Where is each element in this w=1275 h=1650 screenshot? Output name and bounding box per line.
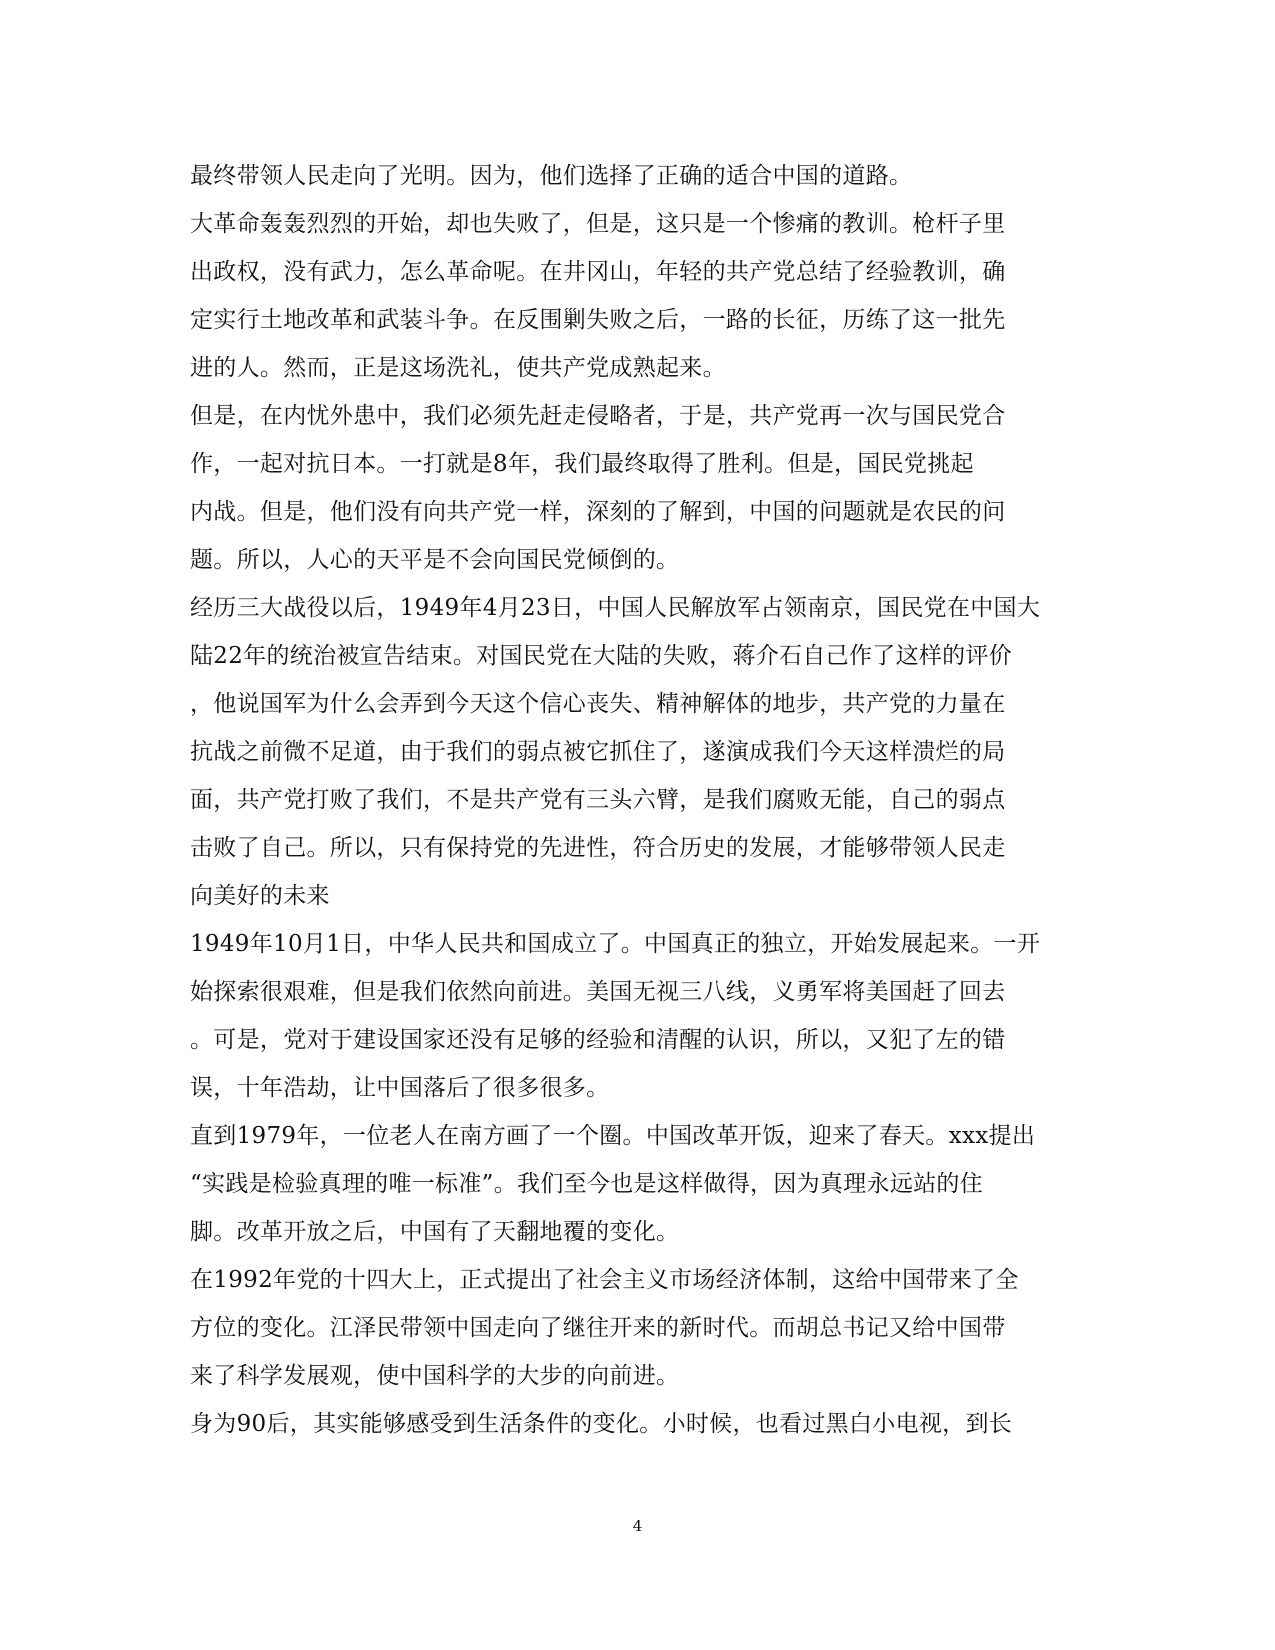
text-line: 脚。改革开放之后，中国有了天翻地覆的变化。 <box>190 1219 680 1245</box>
text-line: ，他说国军为什么会弄到今天这个信心丧失、精神解体的地步，共产党的力量在 <box>190 691 1006 717</box>
text-line: “实践是检验真理的唯一标准”。我们至今也是这样做得，因为真理永远站的住 <box>190 1171 984 1197</box>
text-line: 大革命轰轰烈烈的开始，却也失败了，但是，这只是一个惨痛的教训。枪杆子里 <box>190 211 1006 237</box>
text-line: 抗战之前微不足道，由于我们的弱点被它抓住了，遂演成我们今天这样溃烂的局 <box>190 739 1006 765</box>
text-line: 。可是，党对于建设国家还没有足够的经验和清醒的认识，所以，又犯了左的错 <box>190 1027 1006 1053</box>
text-line: 定实行土地改革和武装斗争。在反围剿失败之后，一路的长征，历练了这一批先 <box>190 307 1006 333</box>
text-line: 进的人。然而，正是这场洗礼，使共产党成熟起来。 <box>190 355 726 381</box>
body-text <box>190 152 1090 1448</box>
text-line: 直到1979年，一位老人在南方画了一个圈。中国改革开饭，迎来了春天。xxx提出 <box>190 1123 1036 1149</box>
text-line: 击败了自己。所以，只有保持党的先进性，符合历史的发展，才能够带领人民走 <box>190 835 1006 861</box>
text-line: 出政权，没有武力，怎么革命呢。在井冈山，年轻的共产党总结了经验教训，确 <box>190 259 1006 285</box>
text-line: 方位的变化。江泽民带领中国走向了继往开来的新时代。而胡总书记又给中国带 <box>190 1315 1006 1341</box>
text-line: 但是，在内忧外患中，我们必须先赶走侵略者，于是，共产党再一次与国民党合 <box>190 403 1006 429</box>
text-line: 内战。但是，他们没有向共产党一样，深刻的了解到，中国的问题就是农民的问 <box>190 499 1006 525</box>
page-number: 4 <box>632 1517 643 1535</box>
text-line: 陆22年的统治被宣告结束。对国民党在大陆的失败，蒋介石自己作了这样的评价 <box>190 643 1013 669</box>
text-line: 来了科学发展观，使中国科学的大步的向前进。 <box>190 1363 680 1389</box>
text-line: 最终带领人民走向了光明。因为，他们选择了正确的适合中国的道路。 <box>190 163 913 189</box>
text-line: 题。所以，人心的天平是不会向国民党倾倒的。 <box>190 547 680 573</box>
text-line: 经历三大战役以后，1949年4月23日，中国人民解放军占领南京，国民党在中国大 <box>190 595 1041 621</box>
text-line: 向美好的未来 <box>190 883 330 909</box>
text-line: 作，一起对抗日本。一打就是8年，我们最终取得了胜利。但是，国民党挑起 <box>190 451 974 477</box>
text-line: 在1992年党的十四大上，正式提出了社会主义市场经济体制，这给中国带来了全 <box>190 1267 1019 1293</box>
text-line: 始探索很艰难，但是我们依然向前进。美国无视三八线，义勇军将美国赶了回去 <box>190 979 1006 1005</box>
text-line: 面，共产党打败了我们，不是共产党有三头六臂，是我们腐败无能，自己的弱点 <box>190 787 1006 813</box>
text-line: 身为90后，其实能够感受到生活条件的变化。小时候，也看过黑白小电视，到长 <box>190 1411 1013 1437</box>
text-line: 1949年10月1日，中华人民共和国成立了。中国真正的独立，开始发展起来。一开 <box>190 931 1041 957</box>
text-line: 误，十年浩劫，让中国落后了很多很多。 <box>190 1075 610 1101</box>
